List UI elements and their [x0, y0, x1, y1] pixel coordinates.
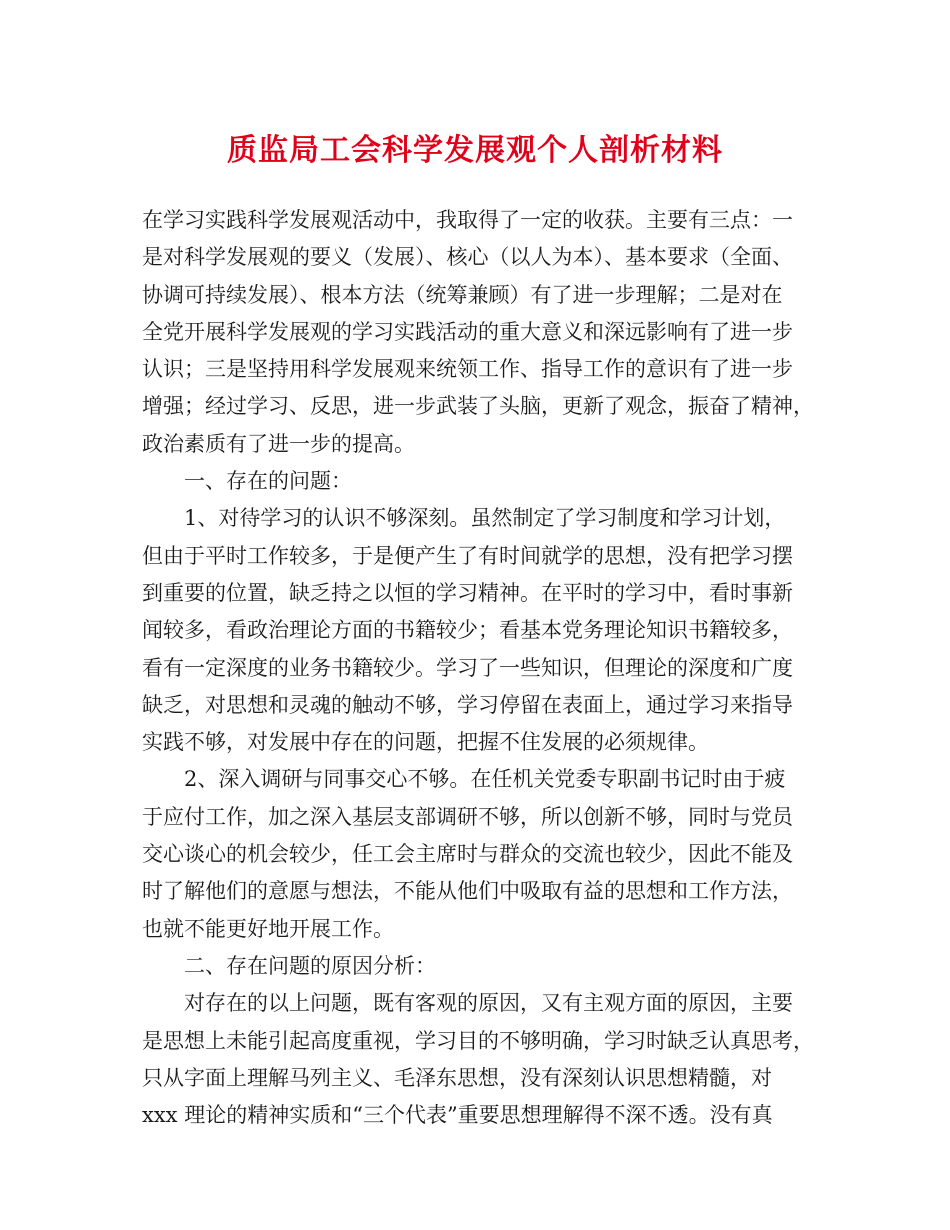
- body-line: 全党开展科学发展观的学习实践活动的重大意义和深远影响有了进一步: [142, 319, 793, 344]
- body-line: 二、存在问题的原因分析：: [184, 953, 436, 978]
- body-line: 时了解他们的意愿与想法，不能从他们中吸取有益的思想和工作方法，: [142, 879, 793, 904]
- body-line: 交心谈心的机会较少，任工会主席时与群众的交流也较少，因此不能及: [142, 842, 793, 867]
- body-line: 是思想上未能引起高度重视，学习目的不够明确，学习时缺乏认真思考，: [142, 1028, 814, 1053]
- body-line: 闻较多，看政治理论方面的书籍较少；看基本党务理论知识书籍较多，: [142, 618, 793, 643]
- body-line: 实践不够，对发展中存在的问题，把握不住发展的必须规律。: [142, 730, 709, 755]
- body-line: 但由于平时工作较多，于是便产生了有时间就学的思想，没有把学习摆: [142, 543, 793, 568]
- body-line: 缺乏，对思想和灵魂的触动不够，学习停留在表面上，通过学习来指导: [142, 692, 793, 717]
- body-line: 看有一定深度的业务书籍较少。学习了一些知识，但理论的深度和广度: [142, 655, 793, 680]
- body-line: 增强；经过学习、反思，进一步武装了头脑，更新了观念，振奋了精神，: [142, 394, 814, 419]
- body-line: 1、对待学习的认识不够深刻。虽然制定了学习制度和学习计划，: [184, 506, 786, 531]
- body-line: 是对科学发展观的要义（发展）、核心（以人为本）、基本要求（全面、: [142, 245, 793, 270]
- body-line: 也就不能更好地开展工作。: [142, 916, 394, 941]
- body-line: 协调可持续发展）、根本方法（统筹兼顾）有了进一步理解；二是对在: [142, 282, 783, 307]
- document-title: 质监局工会科学发展观个人剖析材料: [227, 133, 723, 168]
- body-line: 政治素质有了进一步的提高。: [142, 431, 415, 456]
- body-line: xxx 理论的精神实质和“三个代表”重要思想理解得不深不透。没有真: [142, 1103, 773, 1128]
- document-body: [142, 202, 832, 1134]
- body-line: 2、深入调研与同事交心不够。在任机关党委专职副书记时由于疲: [184, 767, 786, 792]
- body-line: 到重要的位置，缺乏持之以恒的学习精神。在平时的学习中，看时事新: [142, 580, 793, 605]
- body-line: 认识；三是坚持用科学发展观来统领工作、指导工作的意识有了进一步: [142, 357, 793, 382]
- body-line: 在学习实践科学发展观活动中，我取得了一定的收获。主要有三点：一: [142, 208, 793, 232]
- body-line: 于应付工作，加之深入基层支部调研不够，所以创新不够，同时与党员: [142, 804, 793, 829]
- body-line: 只从字面上理解马列主义、毛泽东思想，没有深刻认识思想精髓，对: [142, 1065, 772, 1090]
- body-line: 一、存在的问题：: [184, 469, 352, 494]
- body-line: 对存在的以上问题，既有客观的原因，又有主观方面的原因，主要: [184, 991, 793, 1016]
